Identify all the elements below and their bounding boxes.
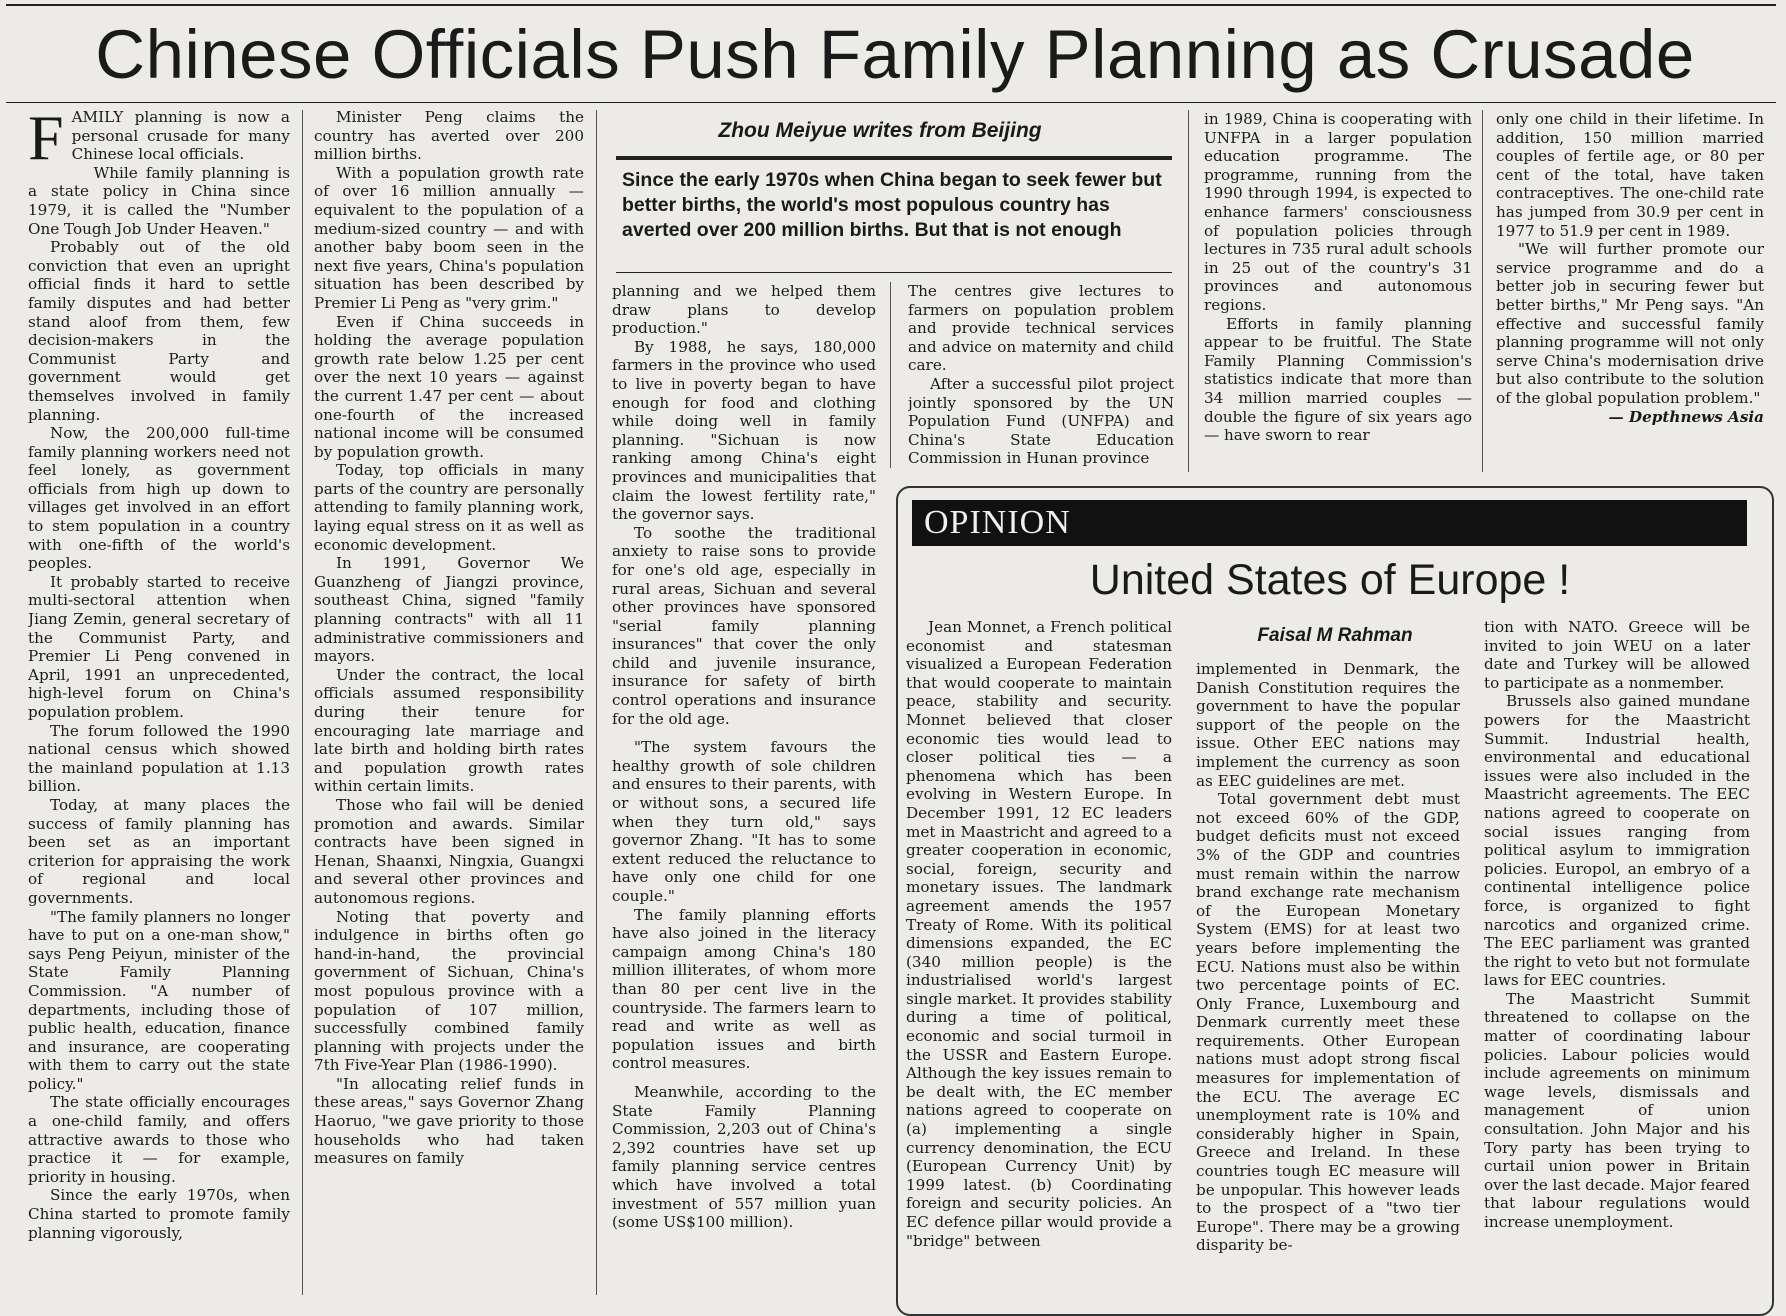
article-column-1 <box>28 108 290 1300</box>
opinion-column-1 <box>906 618 1172 1300</box>
article-paragraph: The centres give lectures to farmers on population problem and provide technical services and advice on maternity and child care. <box>908 282 1174 375</box>
top-rule <box>6 4 1776 6</box>
article-paragraph: "We will further promote our service programme and do a better job in securing fewer but better births," Mr Peng says. "An effective and successful family planning programme will not only serve China's modernisation drive but also contribute to the solution of the global population problem." <box>1496 240 1764 407</box>
article-paragraph: in 1989, China is cooperating with UNFPA in a larger population education programme. The programme, running from the 1990 through 1994, is expected to enhance farmers' consciousness of population policies through lectures in 735 rural adult schools in 25 out of the country's 31 provinces and autonomous regions. <box>1204 110 1472 314</box>
article-paragraph: implemented in Denmark, the Danish Constitution requires the government to have the popular support of the people on the issue. Other EEC nations may implement the currency as soon as EEC guidelines are met. <box>1196 660 1460 790</box>
article-paragraph: By 1988, he says, 180,000 farmers in the province who used to live in poverty began to have enough for food and clothing while doing well in family planning. "Sichuan is now ranking among China's eight provinces and municipalities that claim the lowest fertility rate," the governor says. <box>612 337 876 524</box>
article-paragraph: only one child in their lifetime. In addition, 150 million married couples of fertile age, or 80 per cent of the total, have taken contraceptives. The one-child rate has jumped from 30.9 per cent in 1977 to 51.9 per cent in 1989. <box>1496 110 1764 240</box>
column-divider <box>890 282 891 468</box>
article-paragraph: The family planning efforts have also joined in the literacy campaign among China's 180 million illiterates, of whom more than 80 per cent live in the countryside. The farmers learn to read and write as well as population issues and birth control measures. <box>612 905 876 1073</box>
article-paragraph: After a successful pilot project jointly sponsored by the UN Population Fund (UNFPA) and China's State Education Commission in Hunan province <box>908 374 1174 468</box>
deck-rule-bottom <box>616 272 1172 273</box>
article-paragraph: Under the contract, the local officials assumed responsibility during their tenure for encouraging late marriage and late birth and holding birth rates and population growth rates within certain limits. <box>314 665 584 796</box>
opinion-column-2 <box>1196 660 1460 1300</box>
column-divider <box>1188 110 1189 472</box>
article-paragraph: Today, at many places the success of family planning has been set as an important criterion for appraising the work of regional and local governments. <box>28 795 290 907</box>
article-paragraph: tion with NATO. Greece will be invited to join WEU on a later date and Turkey will be allowed to participate as a nonmember. <box>1484 618 1750 692</box>
article-paragraph: The Maastricht Summit threatened to collapse on the matter of coordinating labour policies. Labour policies would include agreements on minimum wage levels, dismissals and management of union consultation. John Major and his Tory party has been trying to curtail union power in Britain over the last decade. Major feared that labour regulations would increase unemployment. <box>1484 989 1750 1231</box>
opinion-byline: Faisal M Rahman <box>1257 625 1413 646</box>
opinion-title: United States of Europe ! <box>1089 556 1571 604</box>
article-paragraph: Since the early 1970s, when China started to promote family planning vigorously, <box>28 1186 290 1242</box>
article-paragraph: Noting that poverty and indulgence in births often go hand-in-hand, the provincial government of Sichuan, China's most populous province with a population of 107 million, successfully combined family planning with projects under the 7th Five-Year Plan (1986-1990). <box>314 907 584 1075</box>
article-paragraph: Now, the 200,000 full-time family planning workers need not feel lonely, as government officials from high up down to villages get involved in an effort to stem population in a country with one-fifth of the world's peoples. <box>28 424 290 573</box>
article-paragraph: Efforts in family planning appear to be fruitful. The State Family Planning Commission's statistics indicate that more than 34 million married couples — double the figure of six years ago — have sworn to rear <box>1204 314 1472 445</box>
article-paragraph: planning and we helped them draw plans to develop production." <box>612 282 876 338</box>
article-paragraph: Minister Peng claims the country has averted over 200 million births. <box>314 108 584 164</box>
article-paragraph: Total government debt must not exceed 60% of the GDP, budget deficits must not exceed 3% of the GDP and countries must remain within the narrow brand exchange rate mechanism of the European Monetary System (EMS) for at least two years before implementing the ECU. Nations must also be within two percentage points of EC. Only France, Luxembourg and Denmark currently meet these requirements. Other European nations must adopt strong fiscal measures for implementation of the ECU. The average EC unemployment rate is 10% and considerably higher in Spain, Greece and Ireland. In these countries tough EC measure will be unpopular. This however leads to the prospect of a "two tier Europe". There may be a growing disparity be- <box>1196 790 1460 1255</box>
article-paragraph: Brussels also gained mundane powers for the Maastricht Summit. Industrial health, environmental and educational issues were also included in the Maastricht agreements. The EEC nations agreed to cooperate on social issues ranging from political asylum to immigration policies. Europol, an embryo of a continental intelligence police force, is organized to fight narcotics and organized crime. The EEC parliament was granted the right to veto but not formulate laws for EEC countries. <box>1484 692 1750 990</box>
deck: Since the early 1970s when China began to seek fewer but better births, the world's most populous country has averted over 200 million births. But that is not enough <box>622 169 1162 241</box>
opinion-label: OPINION <box>912 500 1747 546</box>
headline: Chinese Officials Push Family Planning as Crusade <box>95 16 1695 93</box>
column-divider <box>596 110 597 1295</box>
article-paragraph: Even if China succeeds in holding the average population growth rate below 1.25 per cent over the next 10 years — against the current 1.47 per cent — about one-fourth of the increased national income will be consumed by population growth. <box>314 312 584 461</box>
article-paragraph: Today, top officials in many parts of the country are personally attending to family planning work, laying equal stress on it as well as economic development. <box>314 461 584 554</box>
article-paragraph: While family planning is a state policy in China since 1979, it is called the "Number One Tough Job Under Heaven." <box>28 163 290 238</box>
article-paragraph: Probably out of the old conviction that even an upright official finds it hard to settle family disputes and had better stand aloof from them, few decision-makers in the Communist Party and government would get themselves involved in family planning. <box>28 238 290 424</box>
article-paragraph: FAMILY planning is now a personal crusade for many Chinese local officials. <box>28 108 290 173</box>
article-paragraph: Meanwhile, according to the State Family Planning Commission, 2,203 out of China's 2,392 countries have set up family planning service centres which have involved a total investment of 557 million yuan (some US$100 million). <box>612 1082 876 1232</box>
article-column-5 <box>1204 110 1472 472</box>
article-column-6 <box>1496 110 1764 480</box>
byline: Zhou Meiyue writes from Beijing <box>718 119 1042 142</box>
article-column-2 <box>314 108 584 1300</box>
article-column-4 <box>908 282 1174 472</box>
article-paragraph: "The system favours the healthy growth of sole children and ensures to their parents, with or without sons, a secured life when they turn old," says governor Zhang. "It has to some extent reduced the reluctance to have only one child for one couple." <box>612 738 876 905</box>
column-divider <box>302 110 303 1295</box>
deck-rule-top <box>616 156 1172 160</box>
article-paragraph: It probably started to receive multi-sectoral attention when Jiang Zemin, general secretary of the Communist Party, and Premier Li Peng convened in April, 1991 an unprecedented, high-level forum on China's population problem. <box>28 572 290 721</box>
article-paragraph: In 1991, Governor We Guanzheng of Jiangzi province, southeast China, signed "family planning contracts" with all 11 administrative commissioners and mayors. <box>314 554 584 666</box>
article-paragraph: "The family planners no longer have to put on a one-man show," says Peng Peiyun, minister of the State Family Planning Commission. "A number of departments, including those of public health, education, finance and insurance, are cooperating with them to carry out the state policy." <box>28 907 290 1093</box>
credit-line: — Depthnews Asia <box>1608 407 1764 426</box>
article-paragraph: Those who fail will be denied promotion and awards. Similar contracts have been signed in Henan, Shaanxi, Ningxia, Guangxi and several other provinces and autonomous regions. <box>314 795 584 907</box>
article-paragraph: To soothe the traditional anxiety to raise sons to provide for one's old age, especially in rural areas, Sichuan and several other provinces have sponsored "serial family planning insurances" that cover the only child and juvenile insurance, insurance for safety of birth control operations and insurance for the old age. <box>612 523 876 728</box>
opinion-column-3 <box>1484 618 1750 1300</box>
article-paragraph: Jean Monnet, a French political economist and statesman visualized a European Federation that would cooperate to maintain peace, stability and security. Monnet believed that closer economic ties would lead to closer political ties — a phenomena which has been evolving in Western Europe. In December 1991, 12 EC leaders met in Maastricht and agreed to a greater cooperation in economic, social, foreign, security and monetary issues. The landmark agreement amends the 1957 Treaty of Rome. With its political dimensions expanded, the EC (340 million people) is the industrialised world's largest single market. It provides stability during a time of political, economic and social turmoil in the USSR and Eastern Europe. Although the key issues remain to be dealt with, the EC member nations agreed to cooperate on (a) implementing a single currency denomination, the ECU (European Currency Unit) by 1999 latest. (b) Coordinating foreign and security policies. An EC defence pillar would provide a "bridge" between <box>906 618 1172 1250</box>
article-paragraph: "In allocating relief funds in these areas," says Governor Zhang Haoruo, "we gave priority to those households who had taken measures on family <box>314 1074 584 1168</box>
article-paragraph: With a population growth rate of over 16 million annually — equivalent to the population of a medium-sized country — and with another baby boom seen in the next five years, China's population situation has been described by Premier Li Peng as "very grim." <box>314 163 584 312</box>
article-paragraph: The forum followed the 1990 national census which showed the mainland population at 1.13 billion. <box>28 721 290 796</box>
article-paragraph: The state officially encourages a one-child family, and offers attractive awards to those who practice it — for example, priority in housing. <box>28 1093 290 1186</box>
article-column-3 <box>612 282 876 1300</box>
drop-cap: F <box>28 108 64 173</box>
headline-rule <box>6 102 1776 103</box>
column-divider <box>1482 110 1483 472</box>
